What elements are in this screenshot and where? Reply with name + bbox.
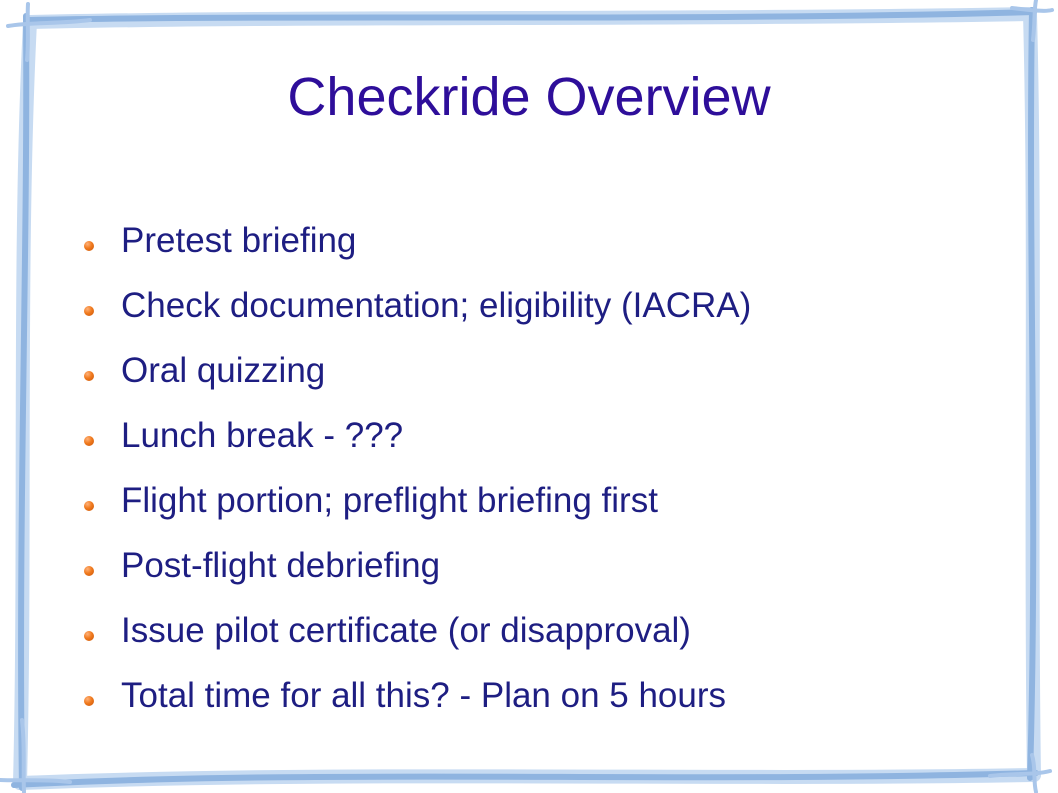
bullet-dot-icon [84,501,94,511]
bullet-text: Issue pilot certificate (or disapproval) [121,610,691,650]
bullet-dot-icon [84,566,94,576]
bullet-text: Oral quizzing [121,350,326,390]
bullet-text: Pretest briefing [121,220,357,260]
bullet-dot-icon [84,306,94,316]
list-item [84,663,751,728]
bullet-dot-icon [84,371,94,381]
list-item [84,598,751,663]
list-item [84,273,751,338]
bullet-list [84,208,751,728]
slide-title: Checkride Overview [287,67,771,127]
bullet-dot-icon [84,696,94,706]
bullet-text: Flight portion; preflight briefing first [121,480,658,520]
list-item [84,208,751,273]
bullet-dot-icon [84,241,94,251]
bullet-dot-icon [84,436,94,446]
list-item [84,338,751,403]
list-item [84,468,751,533]
list-item [84,403,751,468]
bullet-text: Check documentation; eligibility (IACRA) [121,285,752,325]
bullet-dot-icon [84,631,94,641]
bullet-text: Post-flight debriefing [121,545,441,585]
bullet-text: Total time for all this? - Plan on 5 hours [121,675,727,715]
list-item [84,533,751,598]
bullet-text: Lunch break - ??? [121,415,404,455]
